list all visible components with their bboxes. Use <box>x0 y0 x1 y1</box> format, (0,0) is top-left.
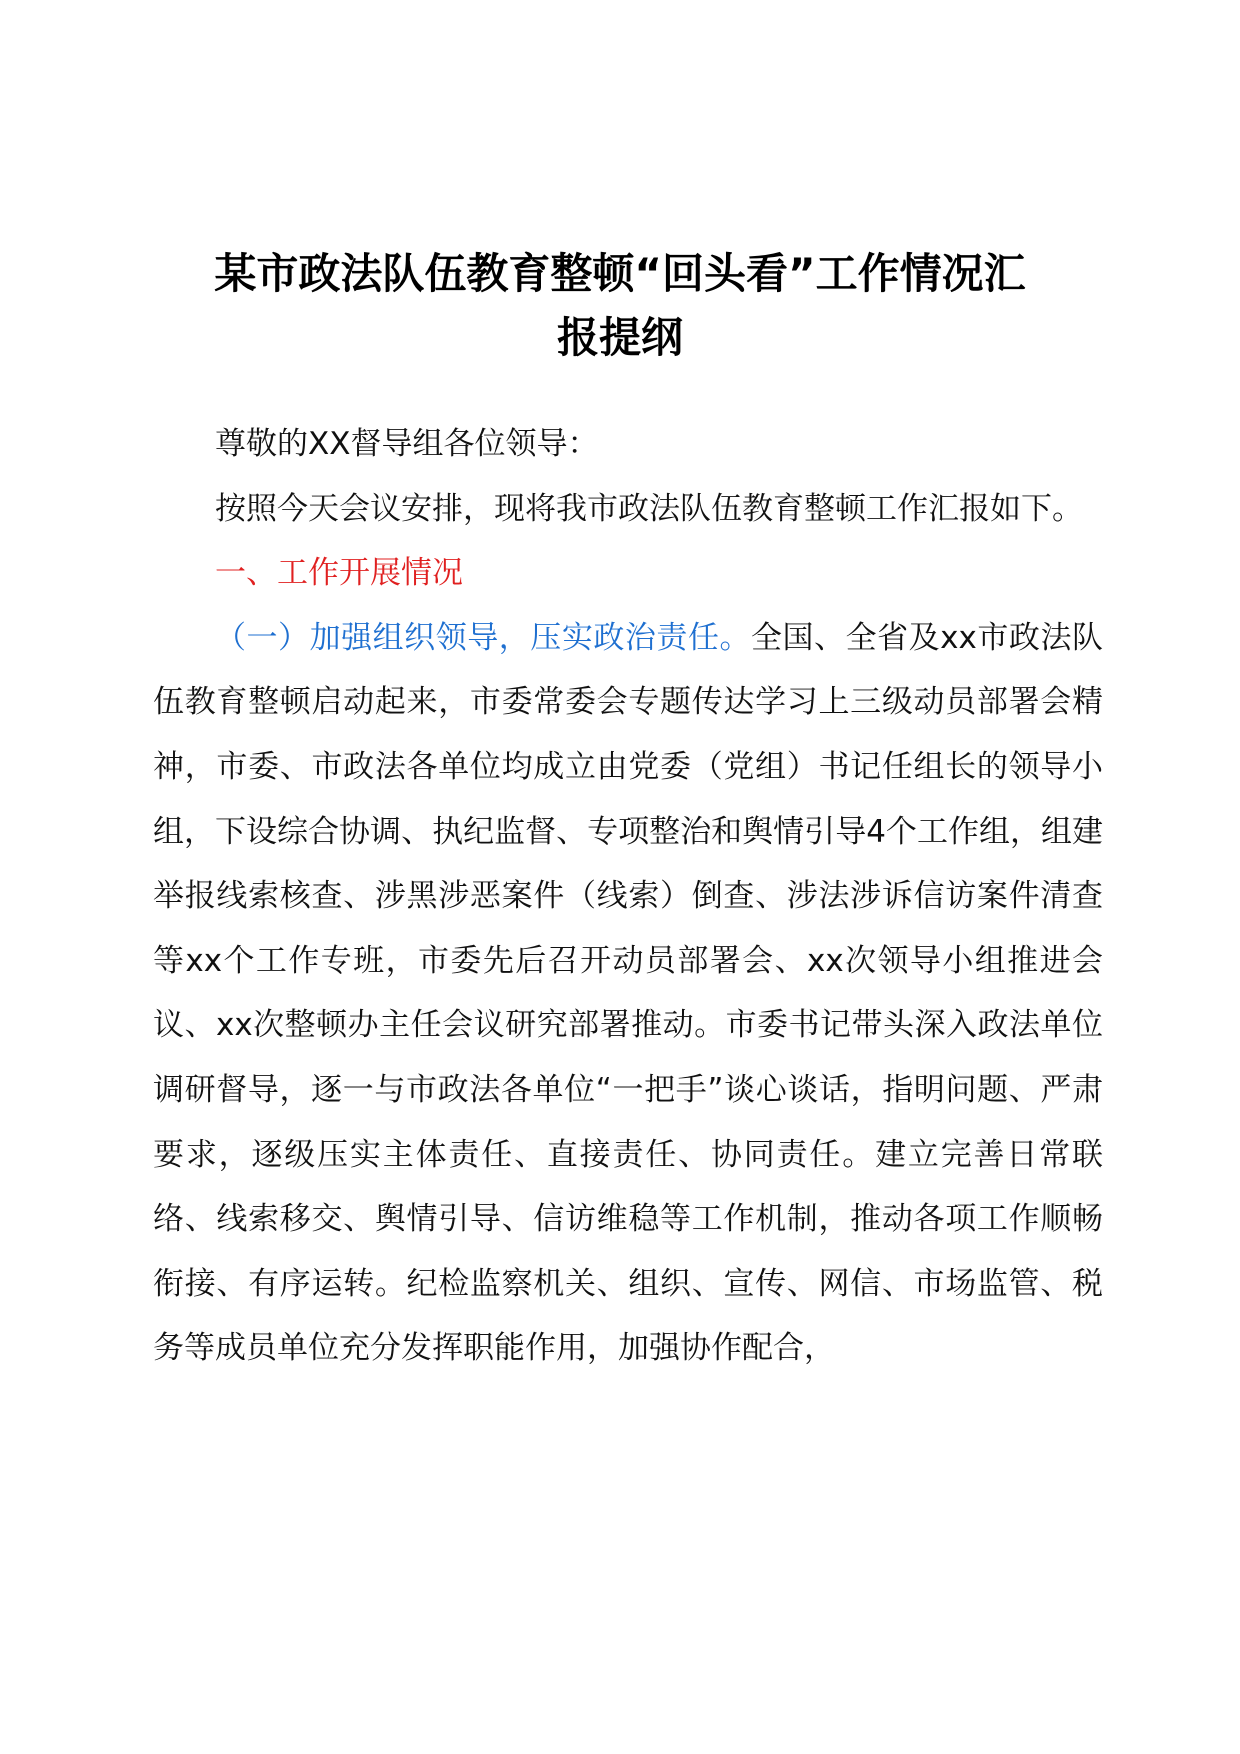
salutation: 尊敬的XX督导组各位领导： <box>215 426 599 462</box>
section-heading: 一、工作开展情况 <box>215 555 463 592</box>
title-line-1: 某市政法队伍教育整顿“回头看”工作情况汇 <box>214 249 1026 298</box>
subsection-body: 全国、全省及xx市政法队伍教育整顿启动起来，市委常委会专题传达学习上三级动员部署会精神，市委、市政法各单位均成立由党委（党组）书记任组长的领导小组，下设综合协调、执纪监督、专项整治和舆情引导4个工作组，组建举报线索核查、涉黑涉恶案件（线索）倒查、涉法涉诉信访案件清查等xx个工作专班，市委先后召开动员部署会、xx次领导小组推进会议、xx次整顿办主任会议研究部署推动。市委书记带头深入政法单位调研督导，逐一与市政法各单位“一把手”谈心谈话，指明问题、严肃要求，逐级压实主体责任、直接责任、协同责任。建立完善日常联络、线索移交、舆情引导、信访维稳等工作机制，推动各项工作顺畅衔接、有序运转。纪检监察机关、组织、宣传、网信、市场监管、税务等成员单位充分发挥职能作用，加强协作配合， <box>153 619 1103 1367</box>
document-body <box>153 412 1103 1381</box>
subsection-heading: （一）加强组织领导，压实政治责任。 <box>215 619 751 656</box>
intro-paragraph: 按照今天会议安排，现将我市政法队伍教育整顿工作汇报如下。 <box>215 490 1083 527</box>
title-line-2: 报提纲 <box>556 313 683 362</box>
document-title <box>140 242 1100 370</box>
subsection-paragraph <box>153 606 1103 1381</box>
